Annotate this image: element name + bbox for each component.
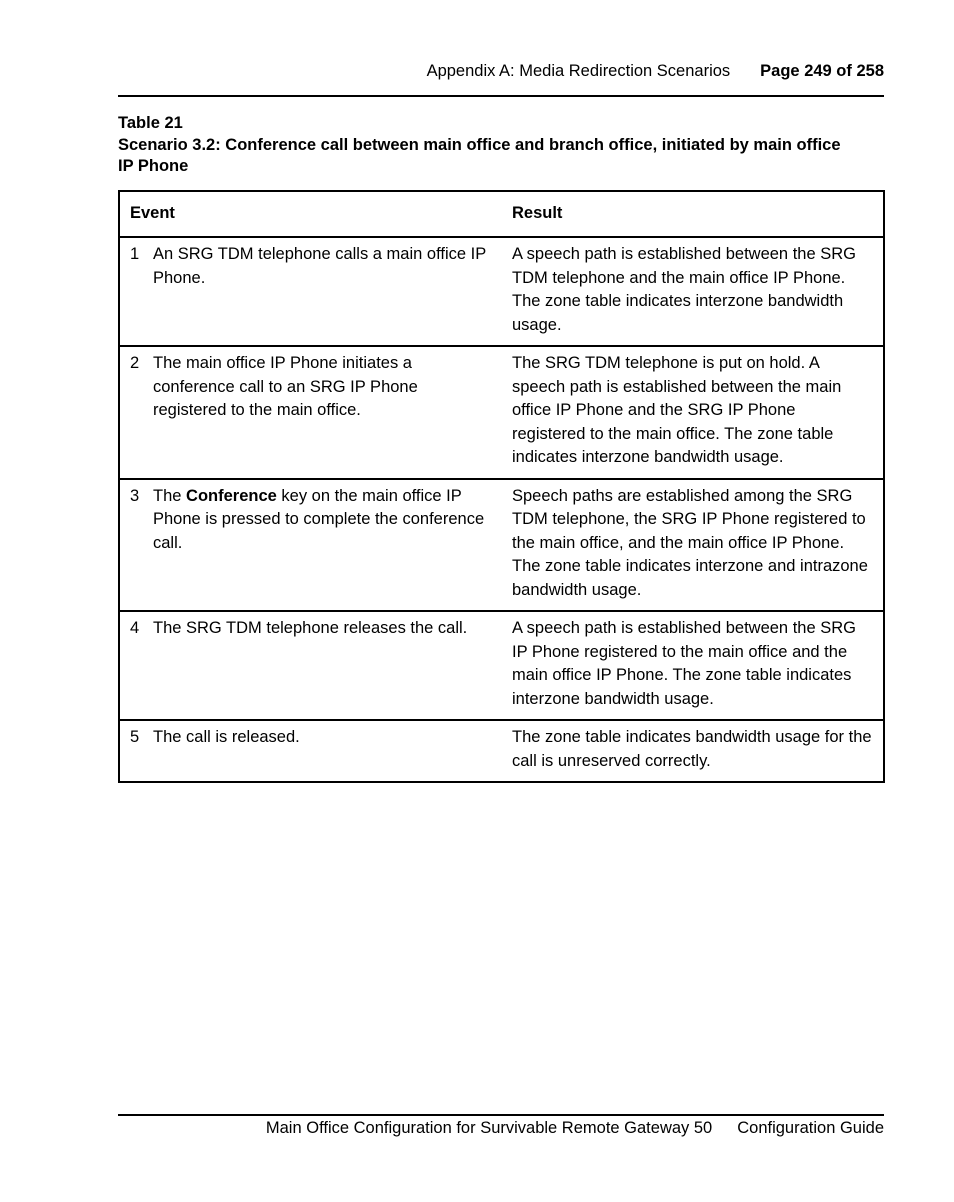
page-footer [118, 1114, 884, 1138]
event-cell [119, 237, 502, 346]
event-cell [119, 479, 502, 612]
event-cell [119, 346, 502, 479]
document-type: Configuration Guide [737, 1119, 884, 1137]
step-number: 1 [130, 245, 140, 263]
page-number: Page 249 of 258 [760, 62, 884, 80]
event-cell [119, 611, 502, 720]
event-text [153, 485, 492, 556]
page-header [118, 62, 884, 97]
column-header-event: Event [119, 191, 502, 237]
result-cell: Speech paths are established among the SRG TDM telephone, the SRG IP Phone registered to the main office, and the main office IP Phone. The zone table indicates interzone and intrazone bandwidth usage. [502, 479, 884, 612]
step-number: 2 [130, 354, 140, 372]
table-row [119, 720, 884, 782]
conference-key-label: Conference [186, 486, 277, 505]
document-title: Main Office Configuration for Survivable Remote Gateway 50 [265, 1119, 713, 1137]
result-cell: The zone table indicates bandwidth usage for the call is unreserved correctly. [512, 728, 872, 770]
table-row [119, 479, 884, 612]
scenario-table [118, 190, 885, 783]
step-number: 4 [130, 619, 140, 637]
event-text: The main office IP Phone initiates a conference call to an SRG IP Phone registered to the main office. [153, 354, 418, 419]
event-cell [119, 720, 502, 782]
table-row [119, 237, 884, 346]
table-row [119, 611, 884, 720]
result-cell: A speech path is established between the SRG IP Phone registered to the main office and the main office IP Phone. The zone table indicates interzone bandwidth usage. [502, 611, 884, 720]
event-text-post: key on the main office IP Phone is pressed to complete the conference call. [153, 486, 485, 552]
result-cell: A speech path is established between the SRG TDM telephone and the main office IP Phone. The zone table indicates interzone bandwidth usage. [502, 237, 884, 346]
table-label: Table 21 [118, 114, 183, 132]
step-number: 3 [130, 486, 140, 505]
step-number: 5 [130, 728, 140, 746]
column-header-result: Result [502, 191, 884, 237]
section-title: Appendix A: Media Redirection Scenarios [426, 62, 731, 80]
table-header-row [119, 191, 884, 237]
event-text: An SRG TDM telephone calls a main office IP Phone. [153, 245, 486, 287]
event-text: The SRG TDM telephone releases the call. [153, 619, 468, 637]
table-title: Scenario 3.2: Conference call between main office and branch office, initiated by main office IP Phone [118, 135, 841, 175]
result-cell: The SRG TDM telephone is put on hold. A speech path is established between the main office IP Phone and the SRG IP Phone registered to the main office. The zone table indicates interzone bandwidth usage. [502, 346, 884, 479]
table-row [119, 346, 884, 479]
event-text: The call is released. [153, 728, 300, 746]
table-caption [118, 113, 858, 178]
event-text-pre: The [153, 486, 187, 505]
